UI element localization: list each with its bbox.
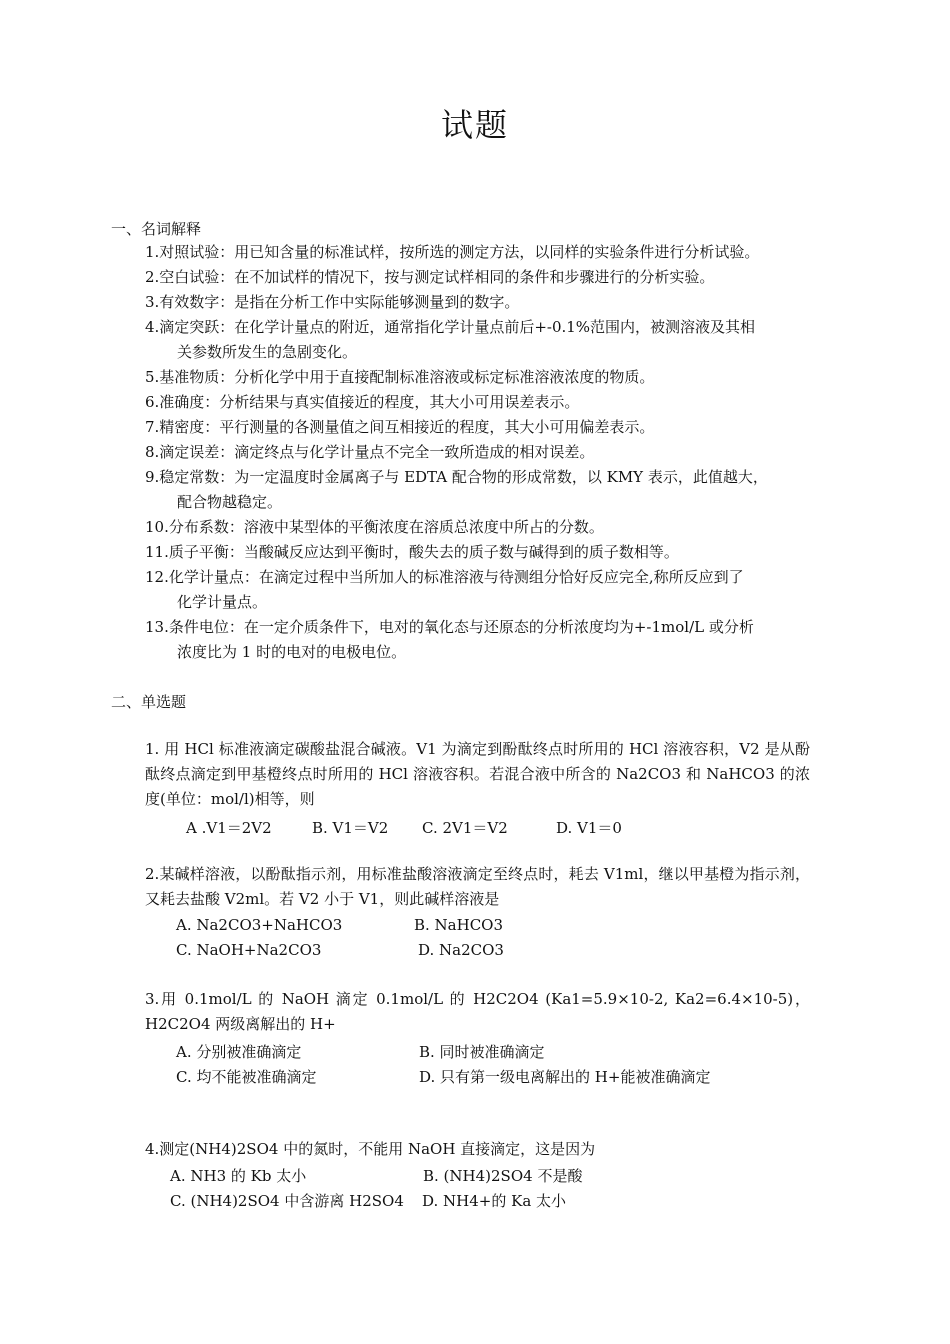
option-a: A. 分别被准确滴定 xyxy=(176,1043,302,1061)
option-d: D. NH4+的 Ka 太小 xyxy=(422,1192,567,1210)
definition-item xyxy=(145,415,815,440)
option-b: B. (NH4)2SO4 不是酸 xyxy=(423,1167,583,1185)
definition-text: 2.空白试验：在不加试样的情况下，按与测定试样相同的条件和步骤进行的分析实验。 xyxy=(145,268,715,286)
definition-text: 11.质子平衡：当酸碱反应达到平衡时，酸失去的质子数与碱得到的质子数相等。 xyxy=(145,543,679,561)
option-c: C. (NH4)2SO4 中含游离 H2SO4 xyxy=(170,1192,404,1210)
question-stem: 1. 用 HCl 标准液滴定碳酸盐混合碱液。V1 为滴定到酚酞终点时所用的 HCl 溶液容积，V2 是从酚酞终点滴定到甲基橙终点时所用的 HCl 溶液容积。若混合液中所含的 Na2CO3 和 NaHCO3 的浓度(单位：mol/l)相等，则 xyxy=(145,740,810,808)
option-d: D. 只有第一级电离解出的 H+能被准确滴定 xyxy=(419,1068,711,1086)
option-c: C. NaOH+Na2CO3 xyxy=(176,941,322,959)
definition-item xyxy=(145,290,815,315)
option-a: A .V1＝2V2 xyxy=(186,819,272,837)
definition-text: 8.滴定误差：滴定终点与化学计量点不完全一致所造成的相对误差。 xyxy=(145,443,595,461)
definition-item xyxy=(145,365,815,390)
section-heading-definitions: 一、名词解释 xyxy=(111,220,202,238)
definition-text-continued: 化学计量点。 xyxy=(177,593,268,611)
definition-item xyxy=(145,465,815,515)
definition-text: 9.稳定常数：为一定温度时金属离子与 EDTA 配合物的形成常数，以 KMY 表示，此值越大， xyxy=(145,468,768,486)
definition-item xyxy=(145,515,815,540)
option-b: B. V1＝V2 xyxy=(312,819,389,837)
option-c: C. 2V1＝V2 xyxy=(422,819,508,837)
definition-text: 6.准确度：分析结果与真实值接近的程度，其大小可用误差表示。 xyxy=(145,393,580,411)
definition-item xyxy=(145,240,815,265)
definition-item xyxy=(145,315,815,365)
definition-text-continued: 配合物越稳定。 xyxy=(177,493,283,511)
definition-text-continued: 关参数所发生的急剧变化。 xyxy=(177,343,358,361)
definition-item xyxy=(145,440,815,465)
option-c: C. 均不能被准确滴定 xyxy=(176,1068,317,1086)
definition-text-continued: 浓度比为 1 时的电对的电极电位。 xyxy=(177,643,407,661)
question-stem: 4.测定(NH4)2SO4 中的氮时，不能用 NaOH 直接滴定，这是因为 xyxy=(145,1140,596,1158)
option-a: A. NH3 的 Kb 太小 xyxy=(170,1167,307,1185)
definition-item xyxy=(145,390,815,415)
definition-text: 7.精密度：平行测量的各测量值之间互相接近的程度，其大小可用偏差表示。 xyxy=(145,418,655,436)
option-a: A. Na2CO3+NaHCO3 xyxy=(176,916,343,934)
definition-text: 10.分布系数：溶液中某型体的平衡浓度在溶质总浓度中所占的分数。 xyxy=(145,518,604,536)
option-d: D. V1＝0 xyxy=(556,819,622,837)
definition-item xyxy=(145,615,815,665)
option-b: B. NaHCO3 xyxy=(414,916,504,934)
definition-text: 13.条件电位：在一定介质条件下，电对的氧化态与还原态的分析浓度均为+-1mol/L 或分析 xyxy=(145,618,754,636)
definition-text: 1.对照试验：用已知含量的标准试样，按所选的测定方法，以同样的实验条件进行分析试验。 xyxy=(145,243,760,261)
definition-text: 5.基准物质：分析化学中用于直接配制标准溶液或标定标准溶液浓度的物质。 xyxy=(145,368,655,386)
definition-text: 12.化学计量点：在滴定过程中当所加人的标准溶液与待测组分恰好反应完全,称所反应到了 xyxy=(145,568,744,586)
definition-text: 3.有效数字：是指在分析工作中实际能够测量到的数字。 xyxy=(145,293,520,311)
question-stem: 2.某碱样溶液，以酚酞指示剂，用标准盐酸溶液滴定至终点时，耗去 V1ml，继以甲基橙为指示剂，又耗去盐酸 V2ml。若 V2 小于 V1，则此碱样溶液是 xyxy=(145,865,810,908)
option-d: D. Na2CO3 xyxy=(418,941,504,959)
definition-text: 4.滴定突跃：在化学计量点的附近，通常指化学计量点前后+-0.1%范围内，被测溶液及其相 xyxy=(145,318,756,336)
definition-item xyxy=(145,540,815,565)
definition-item xyxy=(145,265,815,290)
option-b: B. 同时被准确滴定 xyxy=(419,1043,545,1061)
definition-item xyxy=(145,565,815,615)
section-heading-single-choice: 二、单选题 xyxy=(111,693,187,711)
page-title: 试题 xyxy=(440,106,509,144)
question-stem: 3.用 0.1mol/L 的 NaOH 滴定 0.1mol/L 的 H2C2O4 (Ka1=5.9×10-2, Ka2=6.4×10-5)，H2C2O4 两级离解出的 H+ xyxy=(145,990,810,1033)
